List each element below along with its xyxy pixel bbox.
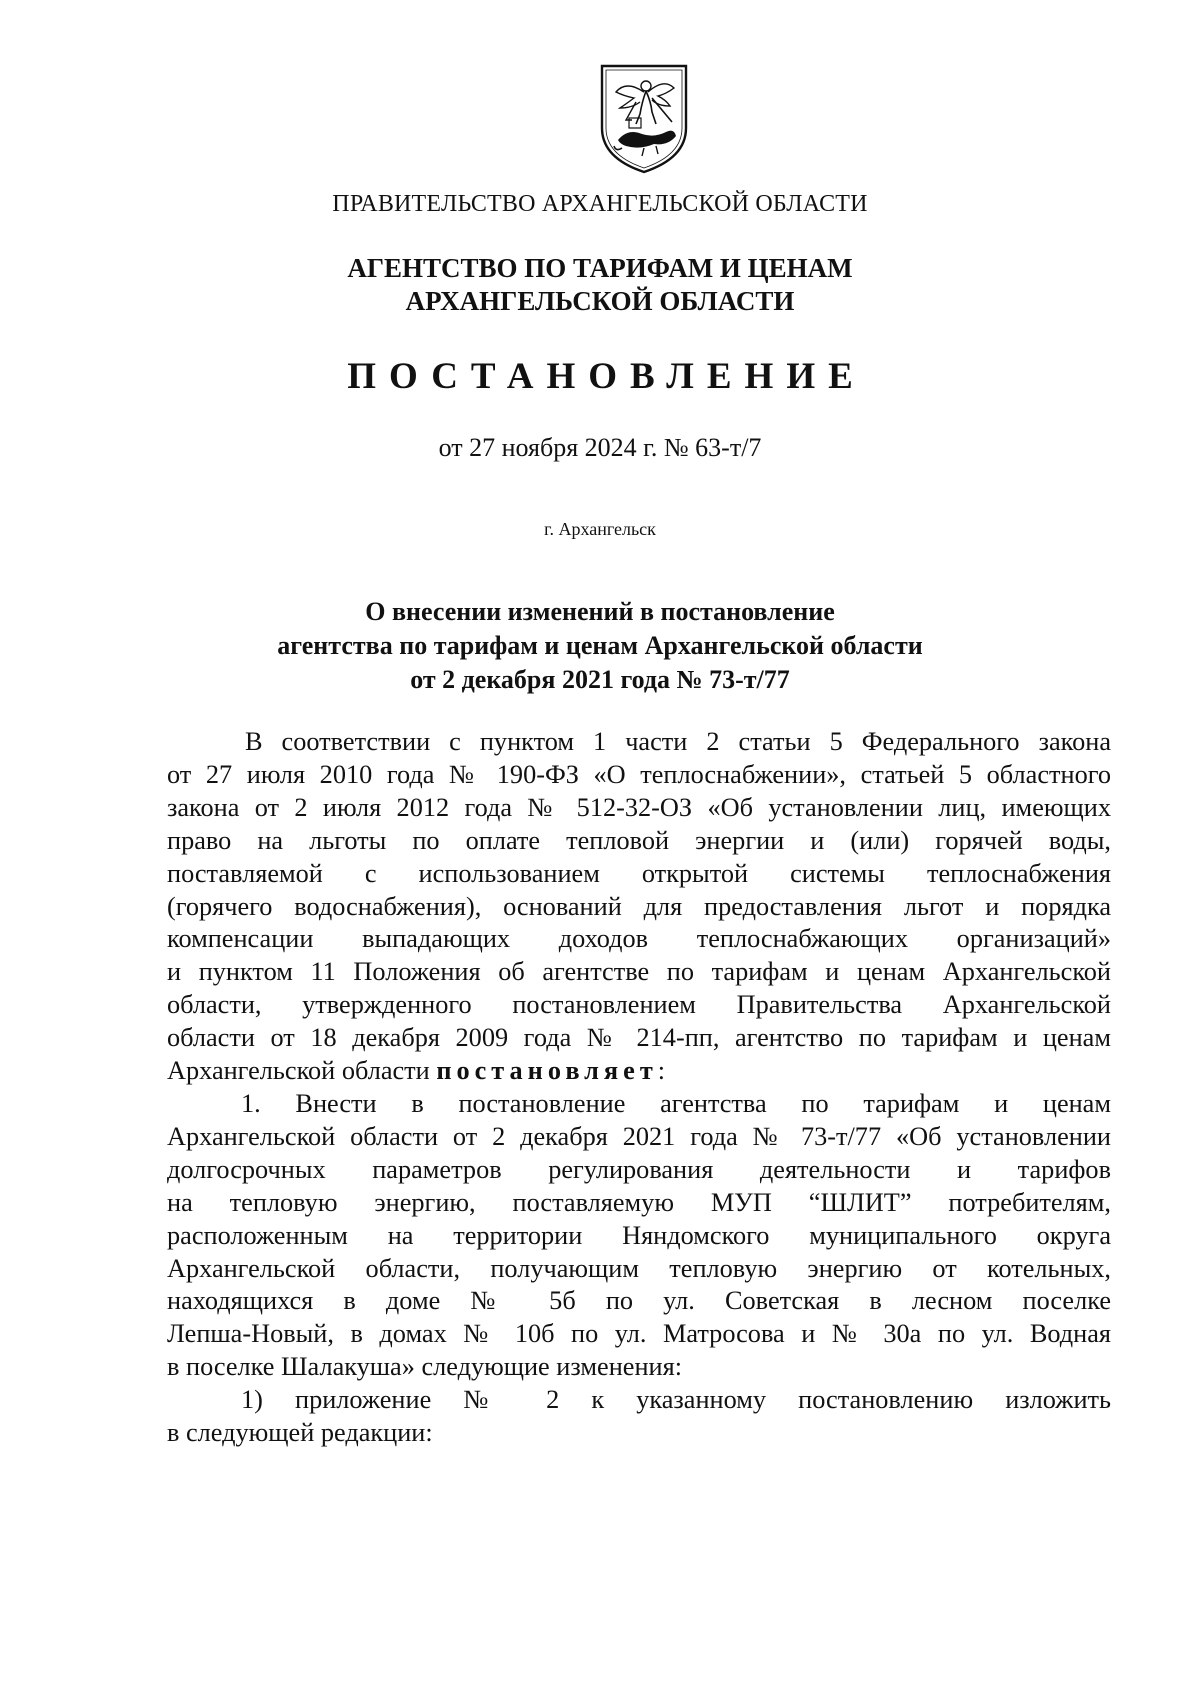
text-fragment: : — [657, 1056, 666, 1086]
subject-line: О внесении изменений в постановление — [365, 597, 835, 626]
text-line: поставляемой с использованием открытой системы теплоснабжения — [167, 858, 1111, 888]
subject-line: агентства по тарифам и ценам Архангельской области — [277, 631, 923, 660]
text-line — [167, 1055, 1111, 1088]
text-line: (горячего водоснабжения), оснований для предоставления льгот и порядка — [167, 891, 1111, 921]
paragraph-preamble — [167, 726, 1111, 1088]
text-line: 1) приложение № 2 к указанному постановлению изложить — [241, 1385, 1111, 1415]
text-line: области, утвержденного постановлением Правительства Архангельской — [167, 990, 1111, 1020]
text-line: Архангельской области, получающим тепловую энергию от котельных, — [167, 1253, 1111, 1283]
agency-name-line: АГЕНТСТВО ПО ТАРИФАМ И ЦЕНАМ — [347, 253, 853, 283]
text-line: Архангельской области от 2 декабря 2021 года № 73-т/77 «Об установлении — [167, 1121, 1111, 1151]
text-line: долгосрочных параметров регулирования деятельности и тарифов — [167, 1154, 1111, 1184]
text-fragment: Архангельской области — [167, 1056, 437, 1086]
text-line: 1. Внести в постановление агентства по тарифам и ценам — [241, 1088, 1111, 1118]
text-line: расположенным на территории Няндомского муниципального округа — [167, 1220, 1111, 1250]
document-body — [167, 726, 1111, 1450]
government-name: ПРАВИТЕЛЬСТВО АРХАНГЕЛЬСКОЙ ОБЛАСТИ — [332, 191, 868, 217]
document-date-number: от 27 ноября 2024 г. № 63-т/7 — [438, 433, 762, 462]
text-line: Лепша-Новый, в домах № 10б по ул. Матросова и № 30а по ул. Водная — [167, 1319, 1111, 1349]
text-line: закона от 2 июля 2012 года № 512-32-ОЗ «Об установлении лиц, имеющих — [167, 792, 1111, 822]
text-line: на тепловую энергию, поставляемую МУП “ШЛИТ” потребителям, — [167, 1187, 1111, 1217]
text-line: В соответствии с пунктом 1 части 2 статьи 5 Федерального закона — [245, 727, 1111, 756]
agency-name — [0, 252, 1200, 318]
paragraph-item-1 — [167, 1088, 1111, 1384]
text-line: области от 18 декабря 2009 года № 214-пп, агентство по тарифам и ценам — [167, 1023, 1111, 1053]
agency-name-line: АРХАНГЕЛЬСКОЙ ОБЛАСТИ — [405, 286, 795, 316]
subject-line: от 2 декабря 2021 года № 73-т/77 — [410, 665, 790, 694]
text-line: от 27 июля 2010 года № 190-ФЗ «О теплоснабжении», статьей 5 областного — [167, 759, 1111, 789]
document-subject — [0, 595, 1200, 697]
text-line: компенсации выпадающих доходов теплоснабжающих организаций» — [167, 924, 1111, 954]
coat-of-arms-icon — [596, 62, 692, 176]
text-line: право на льготы по оплате тепловой энергии и (или) горячей воды, — [167, 825, 1111, 855]
document-type: ПОСТАНОВЛЕНИЕ — [347, 356, 866, 397]
text-line: находящихся в доме № 5б по ул. Советская в лесном поселке — [167, 1286, 1111, 1316]
text-line: в поселке Шалакуша» следующие изменения: — [167, 1352, 682, 1382]
decree-word: постановляет — [436, 1056, 658, 1086]
paragraph-subitem-1 — [167, 1384, 1111, 1450]
text-line: в следующей редакции: — [167, 1418, 433, 1448]
text-line: и пунктом 11 Положения об агентстве по тарифам и ценам Архангельской — [167, 957, 1111, 987]
document-city: г. Архангельск — [544, 519, 656, 539]
